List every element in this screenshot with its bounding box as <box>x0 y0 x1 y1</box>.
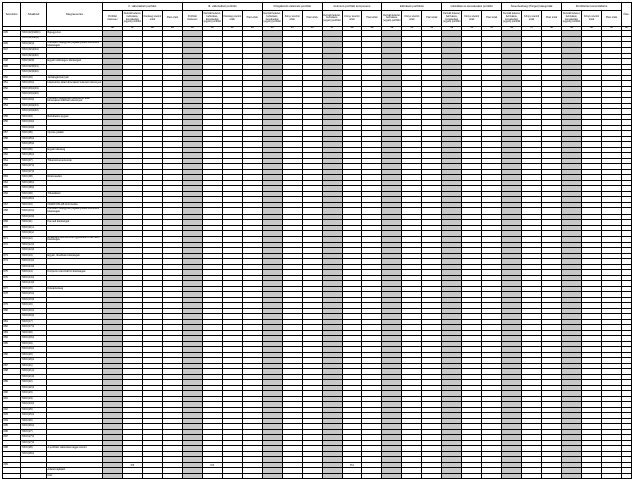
row-szakkod: 73CK(05)1 <box>21 136 47 142</box>
row-megnevezes: Tőkeáttétel <box>47 191 103 197</box>
column-number: 50 <box>382 27 402 31</box>
row-szakkod: 73CK(21)2 <box>21 374 47 380</box>
row-szakkod: 73CK(03)1(01) <box>21 86 47 92</box>
row-szakkod: 73CK(13)2 <box>21 264 47 270</box>
data-cell[interactable] <box>462 473 482 479</box>
column-subheader: Piaci érték <box>482 11 502 27</box>
row-sorszam: 056 <box>3 120 21 126</box>
column-subheader: Piaci érték <box>162 11 182 27</box>
row-szakkod: 73CK(03)1(40) <box>21 92 47 98</box>
column-number: 40 <box>182 27 202 31</box>
row-sorszam: 058 <box>3 136 21 142</box>
row-sorszam: 050 <box>3 75 21 81</box>
row-szakkod: 73CK(10) <box>21 202 47 208</box>
row-sorszam: 094 <box>3 418 21 424</box>
data-cell[interactable] <box>522 473 542 479</box>
row-megnevezes: Külföldön bejegyzett jogalanyokkal szembeni kitettségek <box>47 42 103 48</box>
column-subheader: Piaci érték <box>302 11 322 27</box>
row-szakkod: 73CK(10)1 <box>21 208 47 214</box>
column-number: 42 <box>222 27 242 31</box>
group-header: II. változatbeli portfólió <box>103 3 183 11</box>
column-number: 51 <box>402 27 422 31</box>
row-sorszam: 082 <box>3 325 21 331</box>
data-cell[interactable] <box>182 473 202 479</box>
row-szakkod: 73CK(02)4(40) <box>21 53 47 59</box>
row-sorszam: 067 <box>3 202 21 208</box>
row-szakkod: 73CK(08)2 <box>21 186 47 192</box>
row-szakkod: 73CK(02)N8(0) <box>21 36 47 42</box>
data-cell[interactable] <box>402 473 422 479</box>
row-sorszam: 068 <box>3 208 21 214</box>
row-megnevezes: Opciós jutalék <box>47 131 103 137</box>
table-row <box>3 473 632 479</box>
header-megnevezes: Megnevezés <box>47 3 103 27</box>
data-cell[interactable]: P4 <box>342 462 362 468</box>
row-szakkod: 73CK(15)1 <box>21 292 47 298</box>
row-szakkod: 73CK(05) <box>21 131 47 137</box>
column-number: 58 <box>542 27 562 31</box>
row-sorszam: 048 <box>3 59 21 65</box>
data-cell[interactable] <box>142 473 162 479</box>
row-sorszam: 078 <box>3 292 21 298</box>
column-number: 38 <box>142 27 162 31</box>
row-sorszam: 088 <box>3 369 21 375</box>
row-megnevezes: Külföldön bejegyzett jogalanyokkal szembeni kitettségek <box>47 208 103 214</box>
row-szakkod: 73CK(03) <box>21 75 47 81</box>
column-subheader: Piaci érték <box>542 11 562 27</box>
row-szakkod: 73CK(21) <box>21 363 47 369</box>
row-sorszam: 075 <box>3 270 21 276</box>
column-subheader: Könyv szerinti érték <box>462 11 482 27</box>
row-szakkod: 73CK(26) <box>21 418 47 424</box>
column-number: 46 <box>302 27 322 31</box>
column-subheader: Derivált fedezet, behívásos, kereskedési (egyéb) portfólió <box>122 11 142 27</box>
row-szakkod: 73CK(20) <box>21 352 47 358</box>
column-number: 61 <box>601 27 621 31</box>
header-sorszam: Sorszám <box>3 3 21 27</box>
row-sorszam: 095 <box>3 424 21 430</box>
row-szakkod: 73CK(15)2 <box>21 297 47 303</box>
row-megnevezes: Értékpapír-kölcsönzési ügyletekből származó kitettségek <box>47 236 103 242</box>
data-cell[interactable] <box>222 473 242 479</box>
column-number: 36 <box>103 27 123 31</box>
row-szakkod: 73CK(28) <box>21 446 47 452</box>
row-sorszam: 054 <box>3 103 21 109</box>
row-szakkod: 73CK(22) <box>21 380 47 386</box>
column-subheader: Könyv szerinti érték <box>342 11 362 27</box>
row-megnevezes: Központi szerződő fél kitettségek <box>47 270 103 276</box>
row-szakkod: 73CK(17)1 <box>21 325 47 331</box>
row-szakkod <box>21 473 47 479</box>
row-sorszam: 070 <box>3 225 21 231</box>
column-subheader: Derivált fedezet, behívásos, kereskedési (egyéb) portfólió <box>202 11 222 27</box>
row-megnevezes: Egyéb különleges kitettségek <box>47 59 103 65</box>
column-subheader: Könyv szerinti érték <box>522 11 542 27</box>
row-szakkod: 73CK(26)1 <box>21 424 47 430</box>
row-sorszam: 092 <box>3 407 21 413</box>
data-cell[interactable] <box>582 473 602 479</box>
row-szakkod: 73CK(13)1 <box>21 259 47 265</box>
row-megnevezes: Adatszolgáltató <box>47 468 103 474</box>
group-header: Felmenő portfólió komponens <box>322 3 382 11</box>
row-szakkod: 73CK(20)1 <box>21 358 47 364</box>
row-szakkod: 73CK(11) <box>21 220 47 226</box>
group-header: Likviditási és kereskedési portfólió <box>442 3 502 11</box>
row-megnevezes: Egyéb, likviditási kitettségek <box>47 253 103 259</box>
column-subheader: Piaci érték <box>601 11 621 27</box>
header-szakkod: Szakkód <box>21 3 47 27</box>
row-szakkod: 73CK(15) <box>21 286 47 292</box>
column-number: 60 <box>582 27 602 31</box>
data-cell[interactable] <box>103 473 123 479</box>
row-sorszam: 064 <box>3 180 21 186</box>
row-szakkod: 73CK(17) <box>21 319 47 325</box>
row-szakkod: 73CK(24) <box>21 396 47 402</box>
row-szakkod: 73CK(25) <box>21 407 47 413</box>
group-header: III. változatbeli portfólió <box>182 3 262 11</box>
row-szakkod: 73CK(18) <box>21 330 47 336</box>
data-cell[interactable]: P4 <box>202 462 222 468</box>
row-szakkod: 73CK(04)2 <box>21 125 47 131</box>
row-sorszam: 086 <box>3 352 21 358</box>
column-subheader: Piaci érték <box>422 11 442 27</box>
column-number: 45 <box>282 27 302 31</box>
row-szakkod: 73CK(08)1 <box>21 180 47 186</box>
row-szakkod: 73CK(19)1 <box>21 347 47 353</box>
column-subheader: Derivált fedezet, behívásos, (egyéb) portfólió <box>322 11 342 27</box>
row-sorszam: 083 <box>3 330 21 336</box>
row-sorszam: 093 <box>3 413 21 419</box>
row-szakkod: 73CK(07) <box>21 158 47 164</box>
row-sorszam: 063 <box>3 175 21 181</box>
row-sorszam: 074 <box>3 259 21 265</box>
column-number: 44 <box>262 27 282 31</box>
row-sorszam: 072 <box>3 242 21 248</box>
column-subheader: Piaci érték <box>242 11 262 27</box>
row-sorszam: 077 <box>3 286 21 292</box>
row-szakkod: 73CK(23) <box>21 391 47 397</box>
data-cell[interactable] <box>122 473 142 479</box>
row-sorszam <box>3 473 21 479</box>
row-megnevezes: Kiemelt kitettségek <box>47 220 103 226</box>
group-header: Vizsgálandó változatú portfólió <box>262 3 322 11</box>
row-szakkod: 73CK(14)1 <box>21 275 47 281</box>
row-szakkod: 73CK(02)6(01) <box>21 64 47 70</box>
group-header: Portfólió/és konszolidáció <box>562 3 622 11</box>
row-megnevezes: Egyéb kitettség <box>47 147 103 153</box>
column-number: 52 <box>422 27 442 31</box>
row-sorszam: 046 <box>3 42 21 48</box>
row-szakkod: 73CK(22)1 <box>21 385 47 391</box>
data-cell[interactable] <box>162 473 182 479</box>
header-total: Öss. <box>621 3 631 27</box>
column-number: 56 <box>502 27 522 31</box>
data-cell[interactable] <box>322 473 342 479</box>
row-sorszam: 099 <box>3 462 21 468</box>
column-number: 49 <box>362 27 382 31</box>
data-cell[interactable] <box>362 473 382 479</box>
row-sorszam: 066 <box>3 191 21 197</box>
data-cell[interactable] <box>262 473 282 479</box>
column-subheader: Kitettség szerinti érték <box>142 11 162 27</box>
column-subheader: Derivált fedezet, behívásos, (egyéb) portfólió <box>382 11 402 27</box>
row-sorszam: 076 <box>3 275 21 281</box>
row-sorszam: 065 <box>3 186 21 192</box>
column-number: 62 <box>621 27 631 31</box>
row-szakkod: 73CK(02)6 <box>21 59 47 65</box>
row-sorszam: 069 <box>3 220 21 226</box>
row-sorszam: 047 <box>3 48 21 54</box>
row-sorszam: 081 <box>3 319 21 325</box>
data-cell[interactable] <box>542 473 562 479</box>
data-cell[interactable] <box>282 473 302 479</box>
row-szakkod: 73CK(03)1 <box>21 81 47 87</box>
row-megnevezes: Jelzálogkötvények <box>47 75 103 81</box>
row-sorszam: 051 <box>3 81 21 87</box>
row-megnevezes: Részesedés <box>47 175 103 181</box>
row-szakkod: 73CK(24)1 <box>21 402 47 408</box>
row-sorszam: 062 <box>3 164 21 170</box>
row-sorszam: 091 <box>3 396 21 402</box>
row-szakkod: 73CK(12) <box>21 236 47 242</box>
row-megnevezes: Tőkeinstrumentumok <box>47 158 103 164</box>
data-cell[interactable] <box>562 473 582 479</box>
row-szakkod: 73CK(06) <box>21 147 47 153</box>
row-szakkod: 73CK(12)1 <box>21 242 47 248</box>
column-number: 53 <box>442 27 462 31</box>
row-sorszam: 045 <box>3 31 21 37</box>
row-sorszam: 089 <box>3 380 21 386</box>
row-megnevezes: OGRIFOKLAB forintosítás <box>47 202 103 208</box>
row-szakkod: 73CK(11)2 <box>21 231 47 237</box>
row-szakkod: 73CK(03)2(01) <box>21 103 47 109</box>
row-szakkod: 73CK(19) <box>21 341 47 347</box>
row-szakkod: 73CK(03)2(40) <box>21 109 47 115</box>
row-sorszam: 080 <box>3 308 21 314</box>
data-cell[interactable] <box>442 473 462 479</box>
row-sorszam: 096 <box>3 429 21 435</box>
column-subheader: Könyv szerinti érték <box>282 11 302 27</box>
data-cell[interactable] <box>502 473 522 479</box>
row-sorszam: 052 <box>3 86 21 92</box>
data-cell[interactable]: P4 <box>122 462 142 468</box>
column-number: 37 <box>122 27 142 31</box>
row-szakkod: 73CK(25)1 <box>21 413 47 419</box>
row-sorszam: 087 <box>3 363 21 369</box>
column-subheader: Könyv szerinti érték <box>582 11 602 27</box>
row-szakkod: 73CK(16)2 <box>21 314 47 320</box>
column-number: 39 <box>162 27 182 31</box>
data-cell[interactable] <box>302 473 322 479</box>
data-cell[interactable] <box>242 473 262 479</box>
column-subheader: Derivált fedezet, behívásos, kereskedési (egyéb) portfólió <box>502 11 522 27</box>
data-table <box>2 2 632 479</box>
row-sorszam: 059 <box>3 147 21 153</box>
row-sorszam: 061 <box>3 158 21 164</box>
column-subheader: Piaci érték <box>362 11 382 27</box>
row-sorszam: 053 <box>3 97 21 103</box>
row-szakkod: 73CK(07)1 <box>21 164 47 170</box>
group-header: Előírások portfóliók <box>382 3 442 11</box>
row-szakkod: 73CK(07)2 <box>21 169 47 175</box>
data-cell[interactable] <box>621 473 631 479</box>
group-header: Átvevhetőségi (Target) kategóriák <box>502 3 562 11</box>
data-cell[interactable] <box>601 473 621 479</box>
row-szakkod: 73CK(08) <box>21 175 47 181</box>
row-sorszam: 098 <box>3 446 21 452</box>
row-megnevezes: Kelt: <box>47 473 103 479</box>
row-szakkod: 73CK(10)2 <box>21 214 47 220</box>
row-szakkod: 73CK(13) <box>21 253 47 259</box>
row-sorszam: 055 <box>3 114 21 120</box>
row-megnevezes: A portfólió változását tagjai szerint <box>47 446 103 452</box>
data-cell[interactable] <box>342 473 362 479</box>
column-subheader: Derivált fedezet, behívásos, kereskedési (egyéb) portfólió <box>442 11 462 27</box>
row-sorszam: 049 <box>3 64 21 70</box>
row-szakkod: 73CK(27) <box>21 429 47 435</box>
column-number: 57 <box>522 27 542 31</box>
column-subheader: Portfólió összesen <box>103 11 123 27</box>
row-sorszam: 079 <box>3 303 21 309</box>
row-szakkod: 73CK(28)1 <box>21 451 47 457</box>
row-sorszam: 073 <box>3 253 21 259</box>
row-szakkod: 73CK(06)1 <box>21 153 47 159</box>
row-sorszam: 060 <box>3 153 21 159</box>
row-sorszam: 071 <box>3 236 21 242</box>
row-megnevezes: Bejegyezve <box>47 31 103 37</box>
column-subheader: Derivált fedezet, behívásos, kereskedési (egyéb) portfólió <box>262 11 282 27</box>
column-number: 54 <box>462 27 482 31</box>
row-szakkod: 73CK(18)1 <box>21 336 47 342</box>
row-szakkod: 73CK(05)2 <box>21 142 47 148</box>
column-subheader: Kitettség szerinti érték <box>222 11 242 27</box>
row-szakkod: 73CK(09) <box>21 191 47 197</box>
row-megnevezes: Kötelezettség <box>47 286 103 292</box>
column-subheader: Könyv szerinti érték <box>402 11 422 27</box>
row-sorszam: 097 <box>3 435 21 441</box>
data-cell[interactable] <box>202 473 222 479</box>
row-szakkod: 73CK(03)2 <box>21 97 47 103</box>
data-cell[interactable] <box>482 473 502 479</box>
row-sorszam: 057 <box>3 131 21 137</box>
row-szakkod: 73CK(02)N40(1) <box>21 31 47 37</box>
row-szakkod: 73CK(16)1 <box>21 308 47 314</box>
column-number: 41 <box>202 27 222 31</box>
row-szakkod: 73CK(21)1 <box>21 369 47 375</box>
row-szakkod: 73CK(02)6(40) <box>21 70 47 76</box>
column-subheader: Derivált fedezet, behívásos, kereskedési (egyéb) portfólió <box>562 11 582 27</box>
column-subheader: Portfólió összesen <box>182 11 202 27</box>
row-szakkod: 73CK(02)4 <box>21 42 47 48</box>
row-szakkod: 73CK(02)4(01) <box>21 48 47 54</box>
column-number: 59 <box>562 27 582 31</box>
row-megnevezes: Külföldön bejegyzett hitelintézet által kibocsátott fedezett kötvények <box>47 97 103 103</box>
row-sorszam: 084 <box>3 336 21 342</box>
row-szakkod: 73CK(04)1 <box>21 120 47 126</box>
column-number: 43 <box>242 27 262 31</box>
data-cell[interactable] <box>422 473 442 479</box>
row-szakkod: 73CK(27)1 <box>21 435 47 441</box>
row-szakkod: 73CK(12)2 <box>21 248 47 254</box>
column-number: 55 <box>482 27 502 31</box>
row-szakkod: 73CK(16) <box>21 303 47 309</box>
row-szakkod: 73CK(09)1 <box>21 197 47 203</box>
column-number: 47 <box>322 27 342 31</box>
row-szakkod: 73CK(14) <box>21 270 47 276</box>
row-szakkod: 73CK(11)1 <box>21 225 47 231</box>
row-megnevezes: Hitelintézet által kibocsátott fedezett kötvények <box>47 81 103 87</box>
row-szakkod: 73CK(14)2 <box>21 281 47 287</box>
row-szakkod: 73CK(27)2 <box>21 440 47 446</box>
row-szakkod: 73CK(04) <box>21 114 47 120</box>
row-sorszam: 090 <box>3 391 21 397</box>
data-cell[interactable] <box>382 473 402 479</box>
column-number: 48 <box>342 27 362 31</box>
row-sorszam: 085 <box>3 341 21 347</box>
row-megnevezes: Befektetési jegyek <box>47 114 103 120</box>
